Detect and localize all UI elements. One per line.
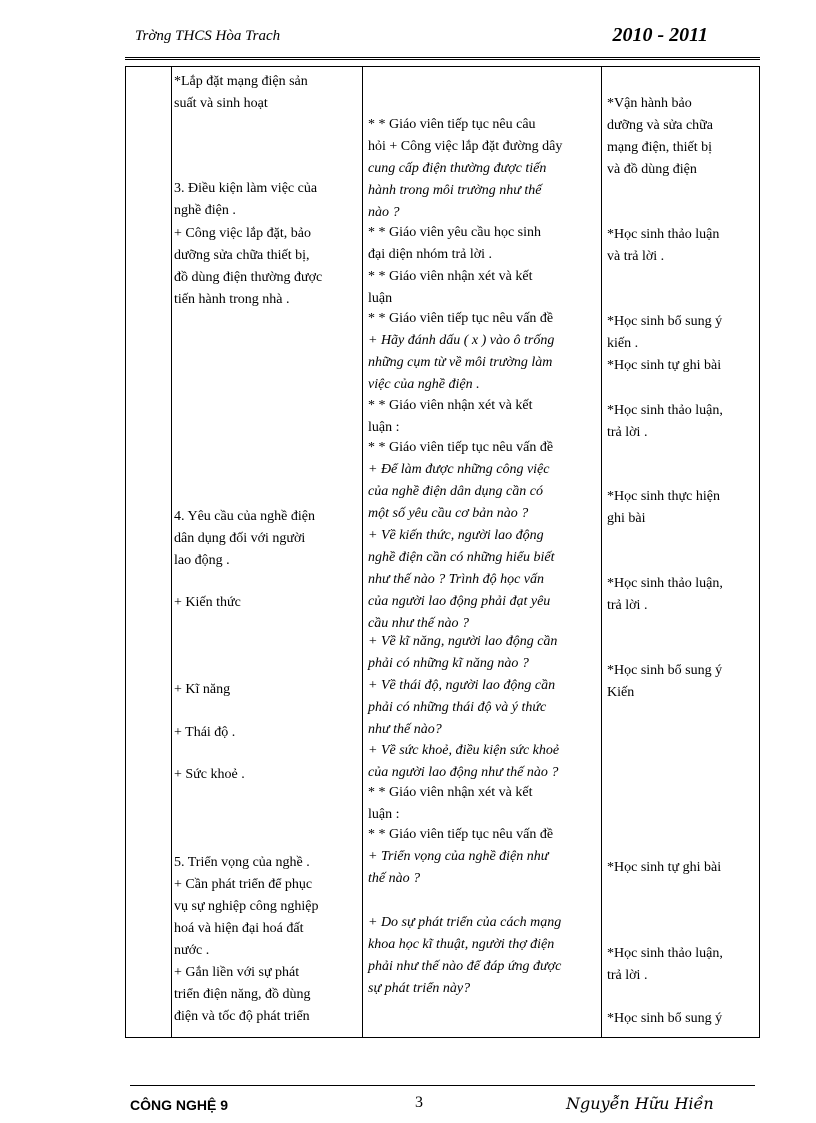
subject-name: CÔNG NGHỆ 9 — [130, 1097, 229, 1113]
text-line: luận : — [368, 420, 400, 435]
text-line: đồ dùng điện thường được — [174, 270, 323, 285]
text-line: của nghề điện dân dụng cần có — [368, 484, 543, 499]
text-line: 4. Yêu cầu của nghề điện — [174, 509, 315, 524]
text-line: phải như thế nào để đáp ứng được — [368, 959, 562, 974]
text-line: + Kĩ năng — [174, 682, 231, 697]
text-line: * * Giáo viên tiếp tục nêu vấn đề — [368, 311, 554, 326]
text-line: những cụm từ về môi trường làm — [368, 355, 553, 370]
footer-rule — [130, 1085, 755, 1086]
text-line: + Do sự phát triển của cách mạng — [368, 915, 562, 930]
text-line: *Vận hành bảo — [607, 96, 692, 111]
column-divider — [601, 67, 602, 1037]
text-line: trả lời . — [607, 598, 648, 613]
text-line: dân dụng đối với người — [174, 531, 306, 546]
text-line: *Học sinh bổ sung ý — [607, 663, 723, 678]
text-line: *Lắp đặt mạng điện sản — [174, 74, 308, 89]
page-number: 3 — [415, 1094, 423, 1111]
text-line: suất và sinh hoạt — [174, 96, 268, 111]
text-line: trả lời . — [607, 425, 648, 440]
text-line: của người lao động phải đạt yêu — [368, 594, 551, 609]
text-line: dưỡng sửa chữa thiết bị, — [174, 248, 310, 263]
text-line: tiến hành trong nhà . — [174, 292, 290, 307]
text-line: dưỡng và sửa chữa — [607, 118, 713, 133]
text-line: đại diện nhóm trả lời . — [368, 247, 493, 262]
text-line: mạng điện, thiết bị — [607, 140, 712, 155]
text-line: hoá và hiện đại hoá đất — [174, 921, 304, 936]
text-line: * * Giáo viên tiếp tục nêu vấn đề — [368, 827, 554, 842]
text-line: và trả lời . — [607, 249, 665, 264]
text-line: luận — [368, 291, 393, 306]
text-line: + Triển vọng của nghề điện như — [368, 849, 549, 864]
text-line: + Về kiến thức, người lao động — [368, 528, 544, 543]
text-line: * * Giáo viên nhận xét và kết — [368, 785, 533, 800]
text-line: nghề điện cần có những hiểu biết — [368, 550, 555, 565]
text-line: *Học sinh tự ghi bài — [607, 860, 722, 875]
text-line: việc của nghề điện . — [368, 377, 480, 392]
text-line: hành trong môi trường như thế — [368, 183, 542, 198]
text-line: + Về kĩ năng, người lao động cần — [368, 634, 558, 649]
text-line: + Để làm được những công việc — [368, 462, 550, 477]
text-line: *Học sinh thực hiện — [607, 489, 720, 504]
text-line: + Công việc lắp đặt, bảo — [174, 226, 311, 241]
text-line: nghề điện . — [174, 203, 236, 218]
text-line: nào ? — [368, 205, 400, 220]
text-line: và đồ dùng điện — [607, 162, 697, 177]
page-header — [125, 24, 708, 52]
text-line: *Học sinh bổ sung ý — [607, 1011, 723, 1026]
text-line: như thế nào? — [368, 722, 442, 737]
column-divider — [171, 67, 172, 1037]
text-line: nước . — [174, 943, 210, 958]
text-line: hỏi + Công việc lắp đặt đường dây — [368, 139, 563, 154]
text-line: + Về thái độ, người lao động cần — [368, 678, 556, 693]
school-name: Trờng THCS Hòa Trach — [135, 28, 281, 44]
text-line: như thế nào ? Trình độ học vấn — [368, 572, 545, 587]
text-line: *Học sinh bổ sung ý — [607, 314, 723, 329]
text-line: khoa học kĩ thuật, người thợ điện — [368, 937, 555, 952]
text-line: lao động . — [174, 553, 230, 568]
text-line: một số yêu cầu cơ bản nào ? — [368, 506, 529, 521]
text-line: cung cấp điện thường được tiến — [368, 161, 547, 176]
text-line: + Kiến thức — [174, 595, 241, 610]
author-name: Nguyễn Hữu Hiền — [566, 1094, 714, 1113]
text-line: kiến . — [607, 336, 639, 351]
text-line: + Thái độ . — [174, 725, 236, 740]
header-rule — [125, 57, 760, 62]
text-line: thế nào ? — [368, 871, 421, 886]
text-line: *Học sinh thảo luận, — [607, 576, 723, 591]
text-line: * * Giáo viên tiếp tục nêu câu — [368, 117, 536, 132]
text-line: 5. Triển vọng của nghề . — [174, 855, 310, 870]
text-line: trả lời . — [607, 968, 648, 983]
lesson-table — [125, 66, 760, 1038]
text-line: 3. Điều kiện làm việc của — [174, 181, 318, 196]
text-line: sự phát triển này? — [368, 981, 471, 996]
text-line: của người lao động như thế nào ? — [368, 765, 559, 780]
text-line: + Về sức khoẻ, điều kiện sức khoẻ — [368, 743, 560, 758]
text-line: *Học sinh tự ghi bài — [607, 358, 722, 373]
text-line: điện và tốc độ phát triển — [174, 1009, 310, 1024]
text-line: cầu như thế nào ? — [368, 616, 469, 631]
text-line: *Học sinh thảo luận, — [607, 946, 723, 961]
text-line: + Cần phát triển để phục — [174, 877, 313, 892]
column-divider — [362, 67, 363, 1037]
text-line: Kiến — [607, 685, 635, 700]
text-line: * * Giáo viên nhận xét và kết — [368, 398, 533, 413]
text-line: + Gắn liền với sự phát — [174, 965, 300, 980]
text-line: + Hãy đánh dấu ( x ) vào ô trống — [368, 333, 555, 348]
school-year: 2010 - 2011 — [612, 24, 708, 46]
text-line: + Sức khoẻ . — [174, 767, 245, 782]
text-line: triển điện năng, đồ dùng — [174, 987, 311, 1002]
text-line: *Học sinh thảo luận, — [607, 403, 723, 418]
text-line: phải có những thái độ và ý thức — [368, 700, 547, 715]
text-line: luận : — [368, 807, 400, 822]
text-line: phải có những kĩ năng nào ? — [368, 656, 529, 671]
text-line: * * Giáo viên yêu cầu học sinh — [368, 225, 542, 240]
text-line: *Học sinh thảo luận — [607, 227, 720, 242]
text-line: vụ sự nghiệp công nghiệp — [174, 899, 319, 914]
text-line: ghi bài — [607, 511, 646, 526]
text-line: * * Giáo viên nhận xét và kết — [368, 269, 533, 284]
text-line: * * Giáo viên tiếp tục nêu vấn đề — [368, 440, 554, 455]
